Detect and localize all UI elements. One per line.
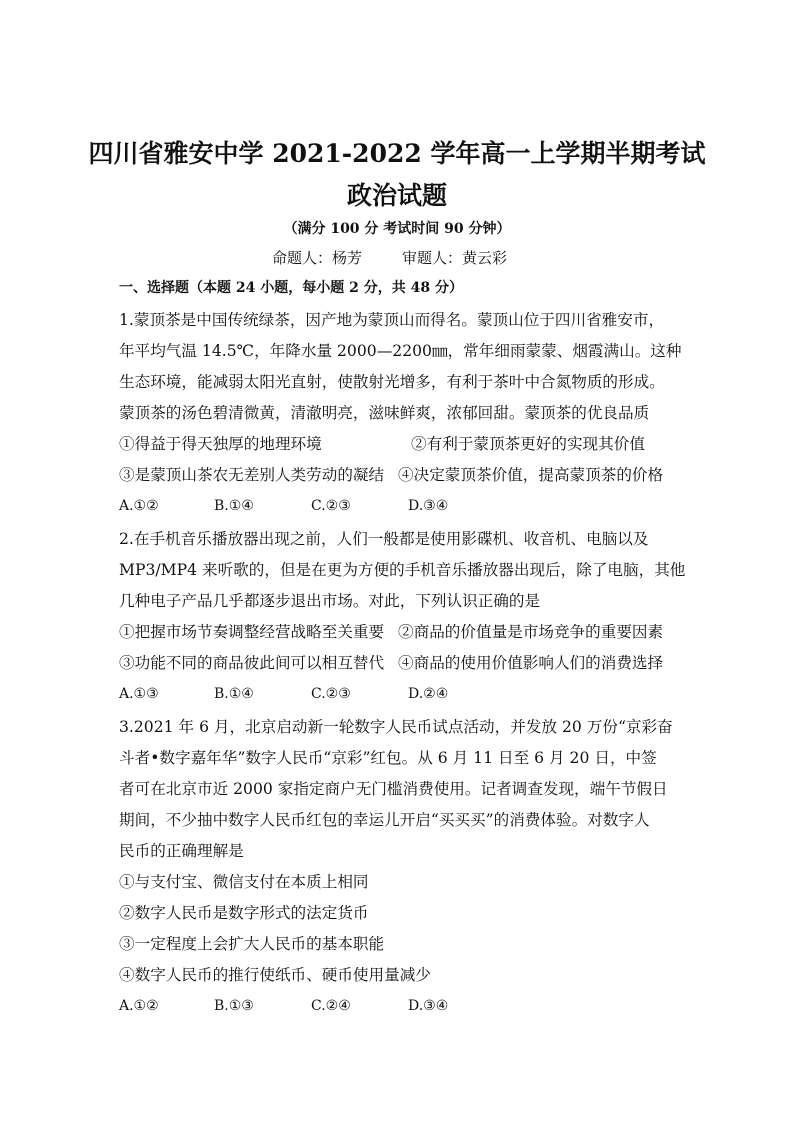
q2-choice: C.②③ bbox=[311, 686, 351, 702]
q1-choice: D.③④ bbox=[408, 498, 449, 514]
q2-choice: B.①④ bbox=[214, 686, 254, 702]
q2-line: 2.在手机音乐播放器出现之前，人们一般都是使用影碟机、收音机、电脑以及 bbox=[119, 530, 649, 548]
author-label: 命题人：杨芳 bbox=[272, 249, 363, 267]
reviewer-label: 审题人：黄云彩 bbox=[402, 249, 508, 267]
q1-option: ①得益于得天独厚的地理环境 bbox=[119, 435, 322, 453]
q2-option: ④商品的使用价值影响人们的消费选择 bbox=[398, 654, 664, 672]
q1-choice: C.②③ bbox=[311, 498, 351, 514]
q1-line: 蒙顶茶的汤色碧清微黄，清澈明亮，滋味鲜爽，浓郁回甜。蒙顶茶的优良品质 bbox=[119, 404, 650, 422]
exam-subtitle: （满分 100 分 考试时间 90 分钟） bbox=[283, 221, 511, 237]
q3-option: ④数字人民币的推行使纸币、硬币使用量减少 bbox=[119, 966, 431, 984]
q1-choice: B.①④ bbox=[214, 498, 254, 514]
q2-option: ③功能不同的商品彼此间可以相互替代 bbox=[119, 654, 385, 672]
q3-option: ①与支付宝、微信支付在本质上相同 bbox=[119, 873, 369, 891]
q3-option: ③一定程度上会扩大人民币的基本职能 bbox=[119, 935, 385, 953]
q2-choice: A.①③ bbox=[119, 686, 159, 702]
exam-title-line2: 政治试题 bbox=[346, 181, 447, 210]
q1-option: ②有利于蒙顶茶更好的实现其价值 bbox=[411, 435, 645, 453]
exam-title-line1: 四川省雅安中学 2021-2022 学年高一上学期半期考试 bbox=[88, 139, 706, 168]
q2-line: MP3/MP4 来听歌的，但是在更为方便的手机音乐播放器出现后，除了电脑，其他 bbox=[119, 561, 686, 579]
q3-choice: A.①② bbox=[119, 998, 159, 1014]
q3-line: 斗者•数字嘉年华”数字人民币“京彩”红包。从 6 月 11 日至 6 月 20 日，中签 bbox=[119, 749, 657, 767]
q1-line: 生态环境，能减弱太阳光直射，使散射光增多，有利于茶叶中合氮物质的形成。 bbox=[119, 373, 665, 391]
q1-option: ③是蒙顶山茶农无差别人类劳动的凝结 bbox=[119, 466, 385, 484]
q1-option: ④决定蒙顶茶价值，提高蒙顶茶的价格 bbox=[398, 466, 664, 484]
q3-line: 3.2021 年 6 月，北京启动新一轮数字人民币试点活动，并发放 20 万份“京彩奋 bbox=[119, 718, 673, 736]
section-heading: 一、选择题（本题 24 小题，每小题 2 分，共 48 分） bbox=[119, 280, 463, 296]
q3-line: 期间，不少抽中数字人民币红包的幸运儿开启“买买买”的消费体验。对数字人 bbox=[119, 811, 650, 829]
q3-option: ②数字人民币是数字形式的法定货币 bbox=[119, 904, 369, 922]
q2-line: 几种电子产品几乎都逐步退出市场。对此，下列认识正确的是 bbox=[119, 592, 541, 610]
q1-line: 1.蒙顶茶是中国传统绿茶，因产地为蒙顶山而得名。蒙顶山位于四川省雅安市， bbox=[119, 311, 665, 329]
q3-line: 民币的正确理解是 bbox=[119, 842, 244, 860]
q3-line: 者可在北京市近 2000 家指定商户无门槛消费使用。记者调查发现，端午节假日 bbox=[119, 780, 668, 798]
q1-choice: A.①② bbox=[119, 498, 159, 514]
q2-option: ①把握市场节奏调整经营战略至关重要 bbox=[119, 623, 385, 641]
q3-choice: C.②④ bbox=[311, 998, 351, 1014]
q1-line: 年平均气温 14.5℃，年降水量 2000—2200㎜，常年细雨蒙蒙、烟霞满山。这种 bbox=[119, 342, 682, 360]
q3-choice: B.①③ bbox=[214, 998, 254, 1014]
q2-choice: D.②④ bbox=[408, 686, 449, 702]
q3-choice: D.③④ bbox=[408, 998, 449, 1014]
q2-option: ②商品的价值量是市场竞争的重要因素 bbox=[398, 623, 664, 641]
